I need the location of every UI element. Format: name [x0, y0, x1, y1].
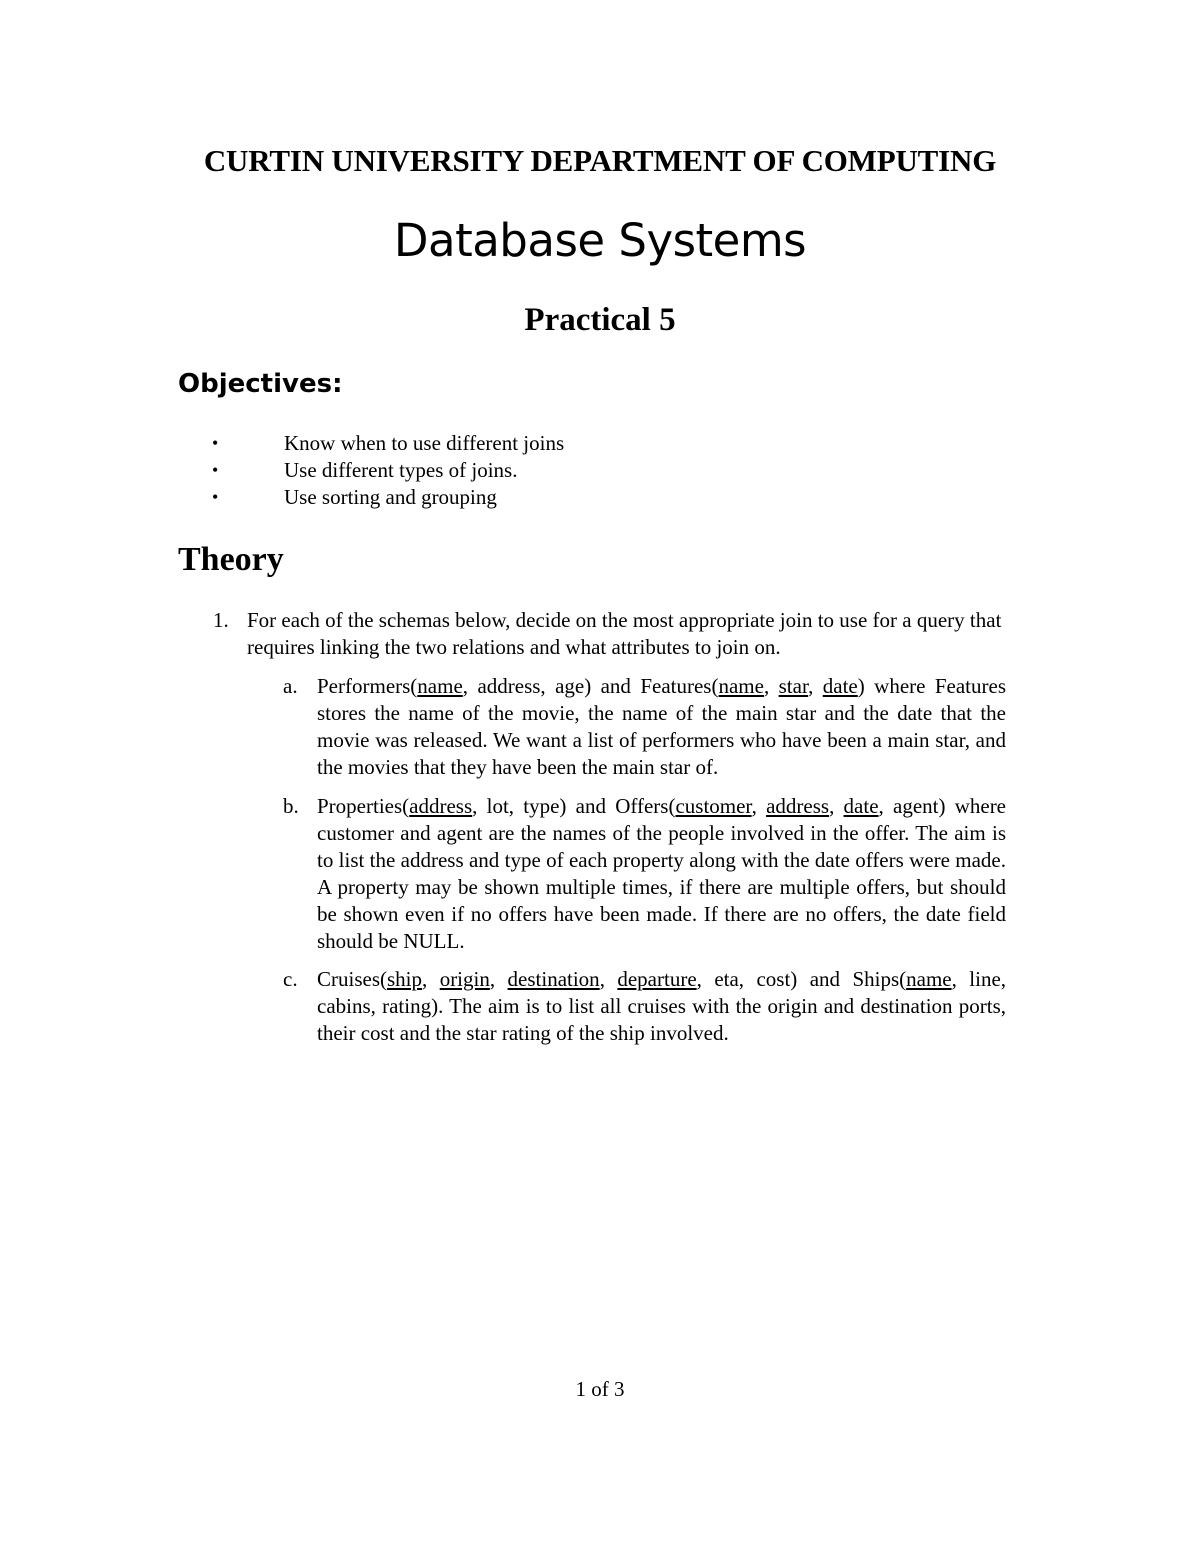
- course-title: Database Systems: [393, 214, 807, 267]
- objective-text: Know when to use different joins: [284, 431, 565, 455]
- question-number: 1.: [213, 608, 229, 632]
- key-attribute: date: [822, 674, 858, 698]
- key-attribute: ship: [387, 967, 423, 991]
- university-header: CURTIN UNIVERSITY DEPARTMENT OF COMPUTING: [203, 143, 997, 178]
- theory-heading: Theory: [178, 541, 284, 578]
- page-number: 1 of 3: [575, 1377, 625, 1401]
- part-text: Cruises(ship, origin, destination, departure, eta, cost) and Ships(name, line, cabins, rating). The aim is to list all cruises with the origin and destination ports, their cost and the star rating of the ship involved.: [317, 967, 1007, 1045]
- key-attribute: date: [843, 794, 879, 818]
- key-attribute: destination: [507, 967, 600, 991]
- bullet-icon: •: [212, 487, 219, 507]
- key-attribute: name: [906, 967, 952, 991]
- part-text: Performers(name, address, age) and Features(name, star, date) where Features stores the name of the movie, the name of the main star and the date that the movie was released. We want a list of performers who have been a main star, and the movies that they have been the main star of.: [317, 674, 1006, 779]
- bullet-icon: •: [212, 460, 219, 480]
- key-attribute: name: [417, 674, 463, 698]
- objective-text: Use different types of joins.: [284, 458, 518, 482]
- part-letter: a.: [283, 674, 298, 698]
- objectives-heading: Objectives:: [178, 369, 343, 399]
- part-text: Properties(address, lot, type) and Offers(customer, address, date, agent) where customer and agent are the names of the people involved in the offer. The aim is to list the address and type of each property along with the date offers were made. A property may be shown multiple times, if there are multiple offers, but should be shown even if no offers have been made. If there are no offers, the date field should be NULL.: [317, 794, 1007, 953]
- key-attribute: origin: [439, 967, 490, 991]
- key-attribute: address: [766, 794, 830, 818]
- bullet-icon: •: [212, 433, 219, 453]
- key-attribute: star: [778, 674, 809, 698]
- objective-text: Use sorting and grouping: [284, 485, 497, 509]
- key-attribute: name: [718, 674, 764, 698]
- part-letter: c.: [283, 967, 298, 991]
- practical-title: Practical 5: [524, 302, 676, 338]
- key-attribute: address: [409, 794, 473, 818]
- key-attribute: customer: [675, 794, 752, 818]
- part-letter: b.: [283, 794, 299, 818]
- question-text: For each of the schemas below, decide on the most appropriate join to use for a query that requires linking the two relations and what attributes to join on.: [247, 608, 1002, 659]
- key-attribute: departure: [617, 967, 697, 991]
